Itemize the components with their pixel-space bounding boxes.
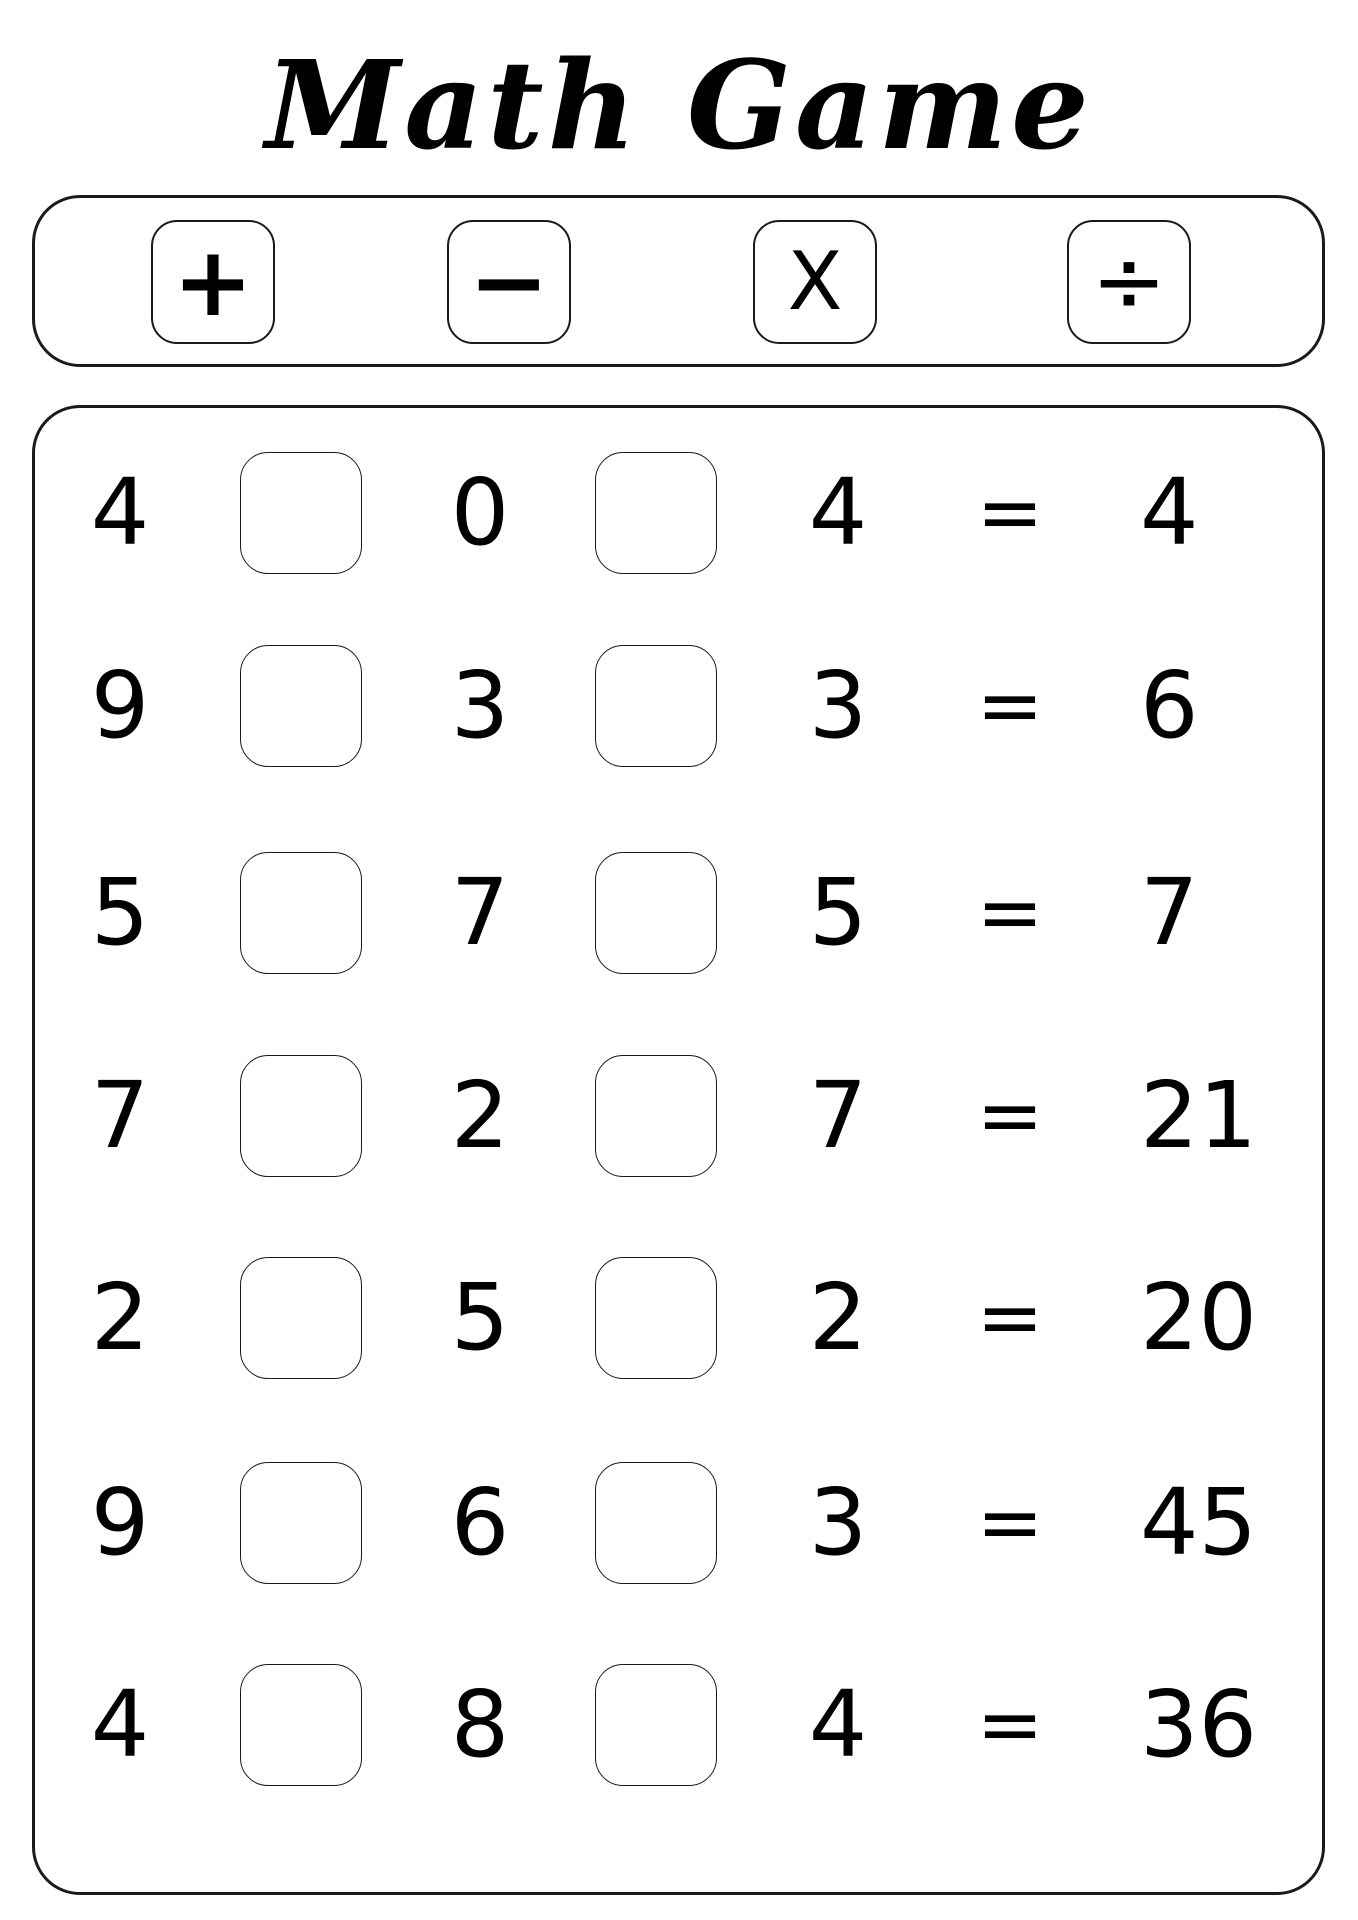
result: 36: [1140, 1671, 1258, 1778]
puzzle-panel: [32, 405, 1325, 1895]
result: 45: [1140, 1469, 1258, 1576]
operand-3: 3: [808, 1469, 868, 1576]
equals-sign: =: [976, 1069, 1044, 1162]
operand-2: 0: [450, 459, 510, 566]
equals-sign: =: [976, 1476, 1044, 1569]
operand-1: 4: [90, 459, 150, 566]
equation-row: [35, 848, 1328, 978]
operator-slot-2[interactable]: [595, 1664, 717, 1786]
operand-3: 3: [808, 652, 868, 759]
result: 20: [1140, 1264, 1258, 1371]
result: 4: [1140, 459, 1199, 566]
result: 7: [1140, 859, 1199, 966]
operand-2: 5: [450, 1264, 510, 1371]
equals-sign: =: [976, 466, 1044, 559]
operand-1: 9: [90, 652, 150, 759]
operator-slot-1[interactable]: [240, 1257, 362, 1379]
equals-sign: =: [976, 1678, 1044, 1771]
operand-2: 6: [450, 1469, 510, 1576]
operator-slot-2[interactable]: [595, 852, 717, 974]
operand-1: 7: [90, 1062, 150, 1169]
equation-row: [35, 1660, 1328, 1790]
operand-2: 8: [450, 1671, 510, 1778]
equals-sign: =: [976, 1271, 1044, 1364]
equation-row: [35, 1458, 1328, 1588]
operator-slot-1[interactable]: [240, 1462, 362, 1584]
operator-slot-2[interactable]: [595, 645, 717, 767]
equals-sign: =: [976, 659, 1044, 752]
page-title: Math Game: [265, 33, 1093, 177]
operator-slot-1[interactable]: [240, 452, 362, 574]
operand-1: 4: [90, 1671, 150, 1778]
operand-3: 7: [808, 1062, 868, 1169]
plus-button[interactable]: +: [151, 220, 275, 344]
operand-3: 4: [808, 1671, 868, 1778]
equation-row: [35, 1051, 1328, 1181]
operator-slot-2[interactable]: [595, 452, 717, 574]
operand-1: 5: [90, 859, 150, 966]
operator-slot-1[interactable]: [240, 852, 362, 974]
operand-1: 9: [90, 1469, 150, 1576]
operand-3: 4: [808, 459, 868, 566]
operator-panel: [32, 195, 1325, 367]
operand-2: 7: [450, 859, 510, 966]
equals-sign: =: [976, 866, 1044, 959]
operator-slot-1[interactable]: [240, 1664, 362, 1786]
operator-slot-2[interactable]: [595, 1462, 717, 1584]
operator-slot-1[interactable]: [240, 645, 362, 767]
result: 21: [1140, 1062, 1258, 1169]
operand-3: 5: [808, 859, 868, 966]
equation-row: [35, 641, 1328, 771]
divide-button[interactable]: ÷: [1067, 220, 1191, 344]
operand-3: 2: [808, 1264, 868, 1371]
operand-1: 2: [90, 1264, 150, 1371]
operator-slot-2[interactable]: [595, 1257, 717, 1379]
equation-row: [35, 1253, 1328, 1383]
operand-2: 2: [450, 1062, 510, 1169]
operand-2: 3: [450, 652, 510, 759]
result: 6: [1140, 652, 1199, 759]
equation-row: [35, 448, 1328, 578]
operator-slot-2[interactable]: [595, 1055, 717, 1177]
times-button[interactable]: X: [753, 220, 877, 344]
minus-button[interactable]: −: [447, 220, 571, 344]
operator-slot-1[interactable]: [240, 1055, 362, 1177]
